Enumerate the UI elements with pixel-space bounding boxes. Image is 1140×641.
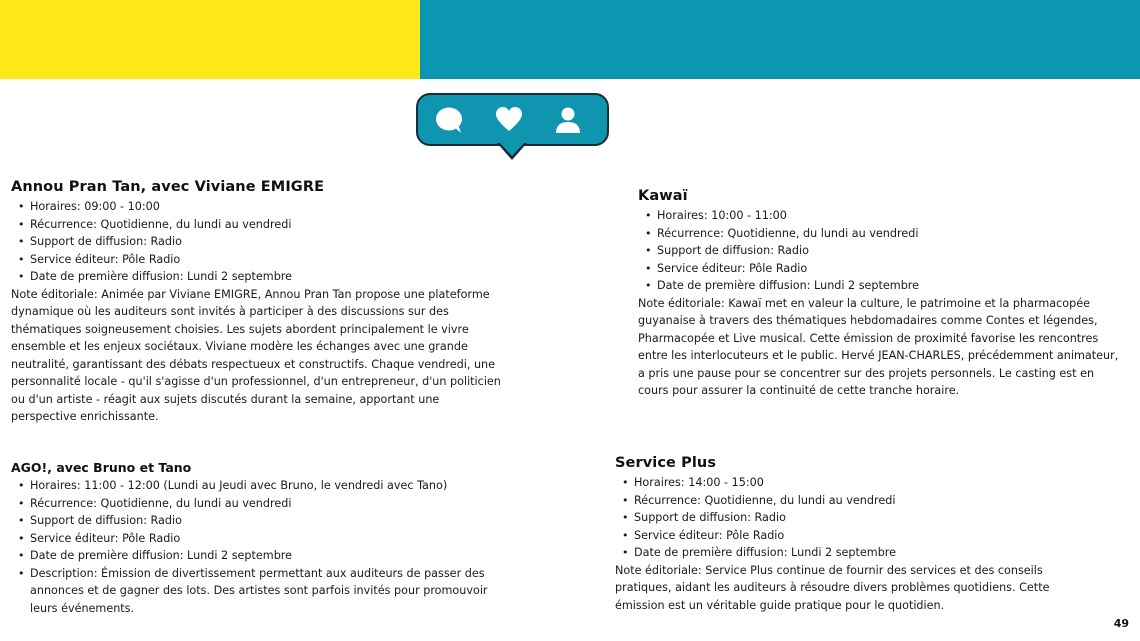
list-item: • Horaires: 14:00 - 15:00 xyxy=(615,474,1065,492)
program-details xyxy=(615,474,1065,562)
heart-icon xyxy=(495,106,523,132)
user-icon xyxy=(555,106,581,134)
list-item: • Support de diffusion: Radio xyxy=(638,242,1128,260)
program-service-plus xyxy=(615,453,1065,614)
list-item: • Horaires: 10:00 - 11:00 xyxy=(638,207,1128,225)
program-title: Kawaï xyxy=(638,188,688,204)
list-item: • Support de diffusion: Radio xyxy=(11,512,501,530)
yellow-header-band xyxy=(0,0,420,79)
list-item: • Service éditeur: Pôle Radio xyxy=(11,530,501,548)
list-item: • Support de diffusion: Radio xyxy=(11,233,501,251)
list-item: • Date de première diffusion: Lundi 2 septembre xyxy=(638,277,1128,295)
program-ago xyxy=(11,459,501,617)
program-annou-pran-tan xyxy=(11,177,501,426)
list-item: • Horaires: 09:00 - 10:00 xyxy=(11,198,501,216)
teal-header-band xyxy=(420,0,1140,79)
list-item: • Horaires: 11:00 - 12:00 (Lundi au Jeudi avec Bruno, le vendredi avec Tano) xyxy=(11,477,501,495)
editorial-note: Note éditoriale: Animée par Viviane EMIGRE, Annou Pran Tan propose une plateforme dynamique où les auditeurs sont invités à participer à des discussions sur des thématiques soigneusement choisies. Les sujets abordent principalement le vivre ensemble et les enjeux sociétaux. Viviane modère les échanges avec une grande neutralité, garantissant des débats respectueux et constructifs. Chaque vendredi, une personnalité locale - qu'il s'agisse d'un professionnel, d'un entrepreneur, d'un politicien ou d'un artiste - réagit aux sujets discutés durant la semaine, apportant une perspective enrichissante. xyxy=(11,287,501,423)
program-title: Annou Pran Tan, avec Viviane EMIGRE xyxy=(11,179,325,195)
list-item: • Récurrence: Quotidienne, du lundi au vendredi xyxy=(11,495,501,513)
list-item: • Description: Émission de divertissement permettant aux auditeurs de passer des annonces et de gagner des lots. Des artistes sont parfois invités pour promouvoir leurs événements. xyxy=(11,565,501,618)
list-item: • Date de première diffusion: Lundi 2 septembre xyxy=(11,547,501,565)
list-item: • Récurrence: Quotidienne, du lundi au vendredi xyxy=(11,216,501,234)
list-item: • Date de première diffusion: Lundi 2 septembre xyxy=(11,268,501,286)
program-title: AGO!, avec Bruno et Tano xyxy=(11,460,192,475)
program-details xyxy=(11,198,501,286)
list-item: • Support de diffusion: Radio xyxy=(615,509,1065,527)
list-item: • Service éditeur: Pôle Radio xyxy=(638,260,1128,278)
list-item: • Service éditeur: Pôle Radio xyxy=(615,527,1065,545)
list-item: • Service éditeur: Pôle Radio xyxy=(11,251,501,269)
program-details xyxy=(11,477,501,617)
list-item: • Date de première diffusion: Lundi 2 septembre xyxy=(615,544,1065,562)
editorial-note: Note éditoriale: Kawaï met en valeur la culture, le patrimoine et la pharmacopée guyanaise à travers des thématiques hebdomadaires comme Contes et légendes, Pharmacopée et Live musical. Cette émission de proximité favorise les rencontres entre les interlocuteurs et le public. Hervé JEAN-CHARLES, précédemment animateur, a pris une pause pour se concentrer sur des projets personnels. Le casting est en cours pour assurer la continuité de cette tranche horaire. xyxy=(638,296,1119,397)
list-item: • Récurrence: Quotidienne, du lundi au vendredi xyxy=(615,492,1065,510)
editorial-note: Note éditoriale: Service Plus continue de fournir des services et des conseils pratiques, aidant les auditeurs à résoudre divers problèmes quotidiens. Cette émission est un véritable guide pratique pour le quotidien. xyxy=(615,563,1050,612)
program-details xyxy=(638,207,1128,295)
list-item: • Récurrence: Quotidienne, du lundi au vendredi xyxy=(638,225,1128,243)
social-speech-bubble xyxy=(416,93,609,146)
bubble-tail-fill xyxy=(500,143,524,156)
page-number: 49 xyxy=(1113,617,1129,630)
chat-bubble-icon xyxy=(434,106,464,134)
program-kawai xyxy=(638,186,1128,400)
program-title: Service Plus xyxy=(615,455,717,471)
